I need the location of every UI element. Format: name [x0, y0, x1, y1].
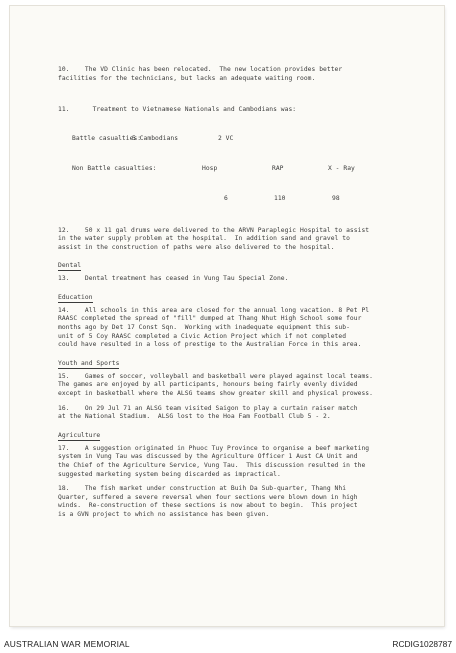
footer-record-id: RCDIG1028787 — [392, 639, 452, 649]
column-xray: X - Ray — [328, 164, 355, 172]
document-page — [10, 6, 444, 626]
paragraph-17: 17. A suggestion originated in Phuoc Tuy Province to organise a beef marketing system in Vung Tau was discussed by the Agriculture Officer 1 Aust CA Unit and the Chief of the Agriculture Service, Vung Tau. This discussion resulted in the suggested marketing system being discarded as impractical. — [58, 444, 370, 478]
value-rap: 110 — [274, 194, 286, 202]
column-hosp: Hosp — [202, 164, 218, 172]
heading-education: Education — [58, 293, 93, 301]
paragraph-16: 16. On 29 Jul 71 an ALSG team visited Saigon to play a curtain raiser match at the National Stadium. ALSG lost to the Hoa Fam Football Club 5 - 2. — [58, 404, 358, 421]
paragraph-15: 15. Games of soccer, volleyball and basketball were played against local teams. The games are enjoyed by all participants, honours being fairly evenly divided except in basketball where the ALSG teams show greater skill and physical prowess. — [58, 372, 373, 398]
heading-dental: Dental — [58, 262, 82, 270]
paragraph-14: 14. All schools in this area are closed for the annual long vacation. 8 Pet Pl RAASC completed the spread of "fill" dumped at Thang Nhut High School some four months ago by Det 17 Const Sqn. Working with inadequate equipment this sub- unit of 5 Coy RAASC completed a Civic Action Project which if not completed could have resulted in a loss of prestige to the Australian Force in this area. — [58, 306, 370, 349]
nonbattle-values-row — [58, 195, 418, 204]
value-hosp: 6 — [224, 194, 228, 202]
footer-institution: AUSTRALIAN WAR MEMORIAL — [4, 639, 130, 649]
value-xray: 98 — [332, 194, 340, 202]
battle-vc-value: 2 VC — [218, 135, 234, 143]
archive-footer — [0, 639, 456, 651]
paragraph-11-intro: 11. Treatment to Vietnamese Nationals and Cambodians was: — [58, 106, 297, 114]
nonbattle-casualties-row — [58, 165, 418, 174]
document-body — [58, 66, 418, 526]
battle-casualties-label: Battle casualties: — [72, 135, 142, 143]
paragraph-12: 12. 50 x 11 gal drums were delivered to the ARVN Paraplegic Hospital to assist in the water supply problem at the hospital. In addition sand and gravel to assist in the construction of paths were also delivered to the hospital. — [58, 226, 370, 251]
paragraph-13: 13. Dental treatment has ceased in Vung Tau Special Zone. — [58, 275, 289, 283]
battle-cambodians-value: 5 Cambodians — [132, 135, 179, 143]
paragraph-10: 10. The VD Clinic has been relocated. The new location provides better facilities for the technicians, but lacks an adequate waiting room. — [58, 66, 343, 82]
heading-agriculture: Agriculture — [58, 431, 101, 439]
battle-casualties-row — [58, 135, 418, 144]
column-rap: RAP — [272, 164, 284, 172]
paragraph-11 — [58, 89, 418, 220]
paragraph-18: 18. The fish market under construction at Buih Da Sub-quarter, Thang Nhi Quarter, suffered a severe reversal when four sections were blown down in high winds. Re-construction of these sections is now about to begin. This project is a GVN project to which no assistance has been given. — [58, 485, 358, 518]
heading-youth-and-sports: Youth and Sports — [58, 359, 120, 367]
nonbattle-casualties-label: Non Battle casualties: — [72, 164, 157, 172]
